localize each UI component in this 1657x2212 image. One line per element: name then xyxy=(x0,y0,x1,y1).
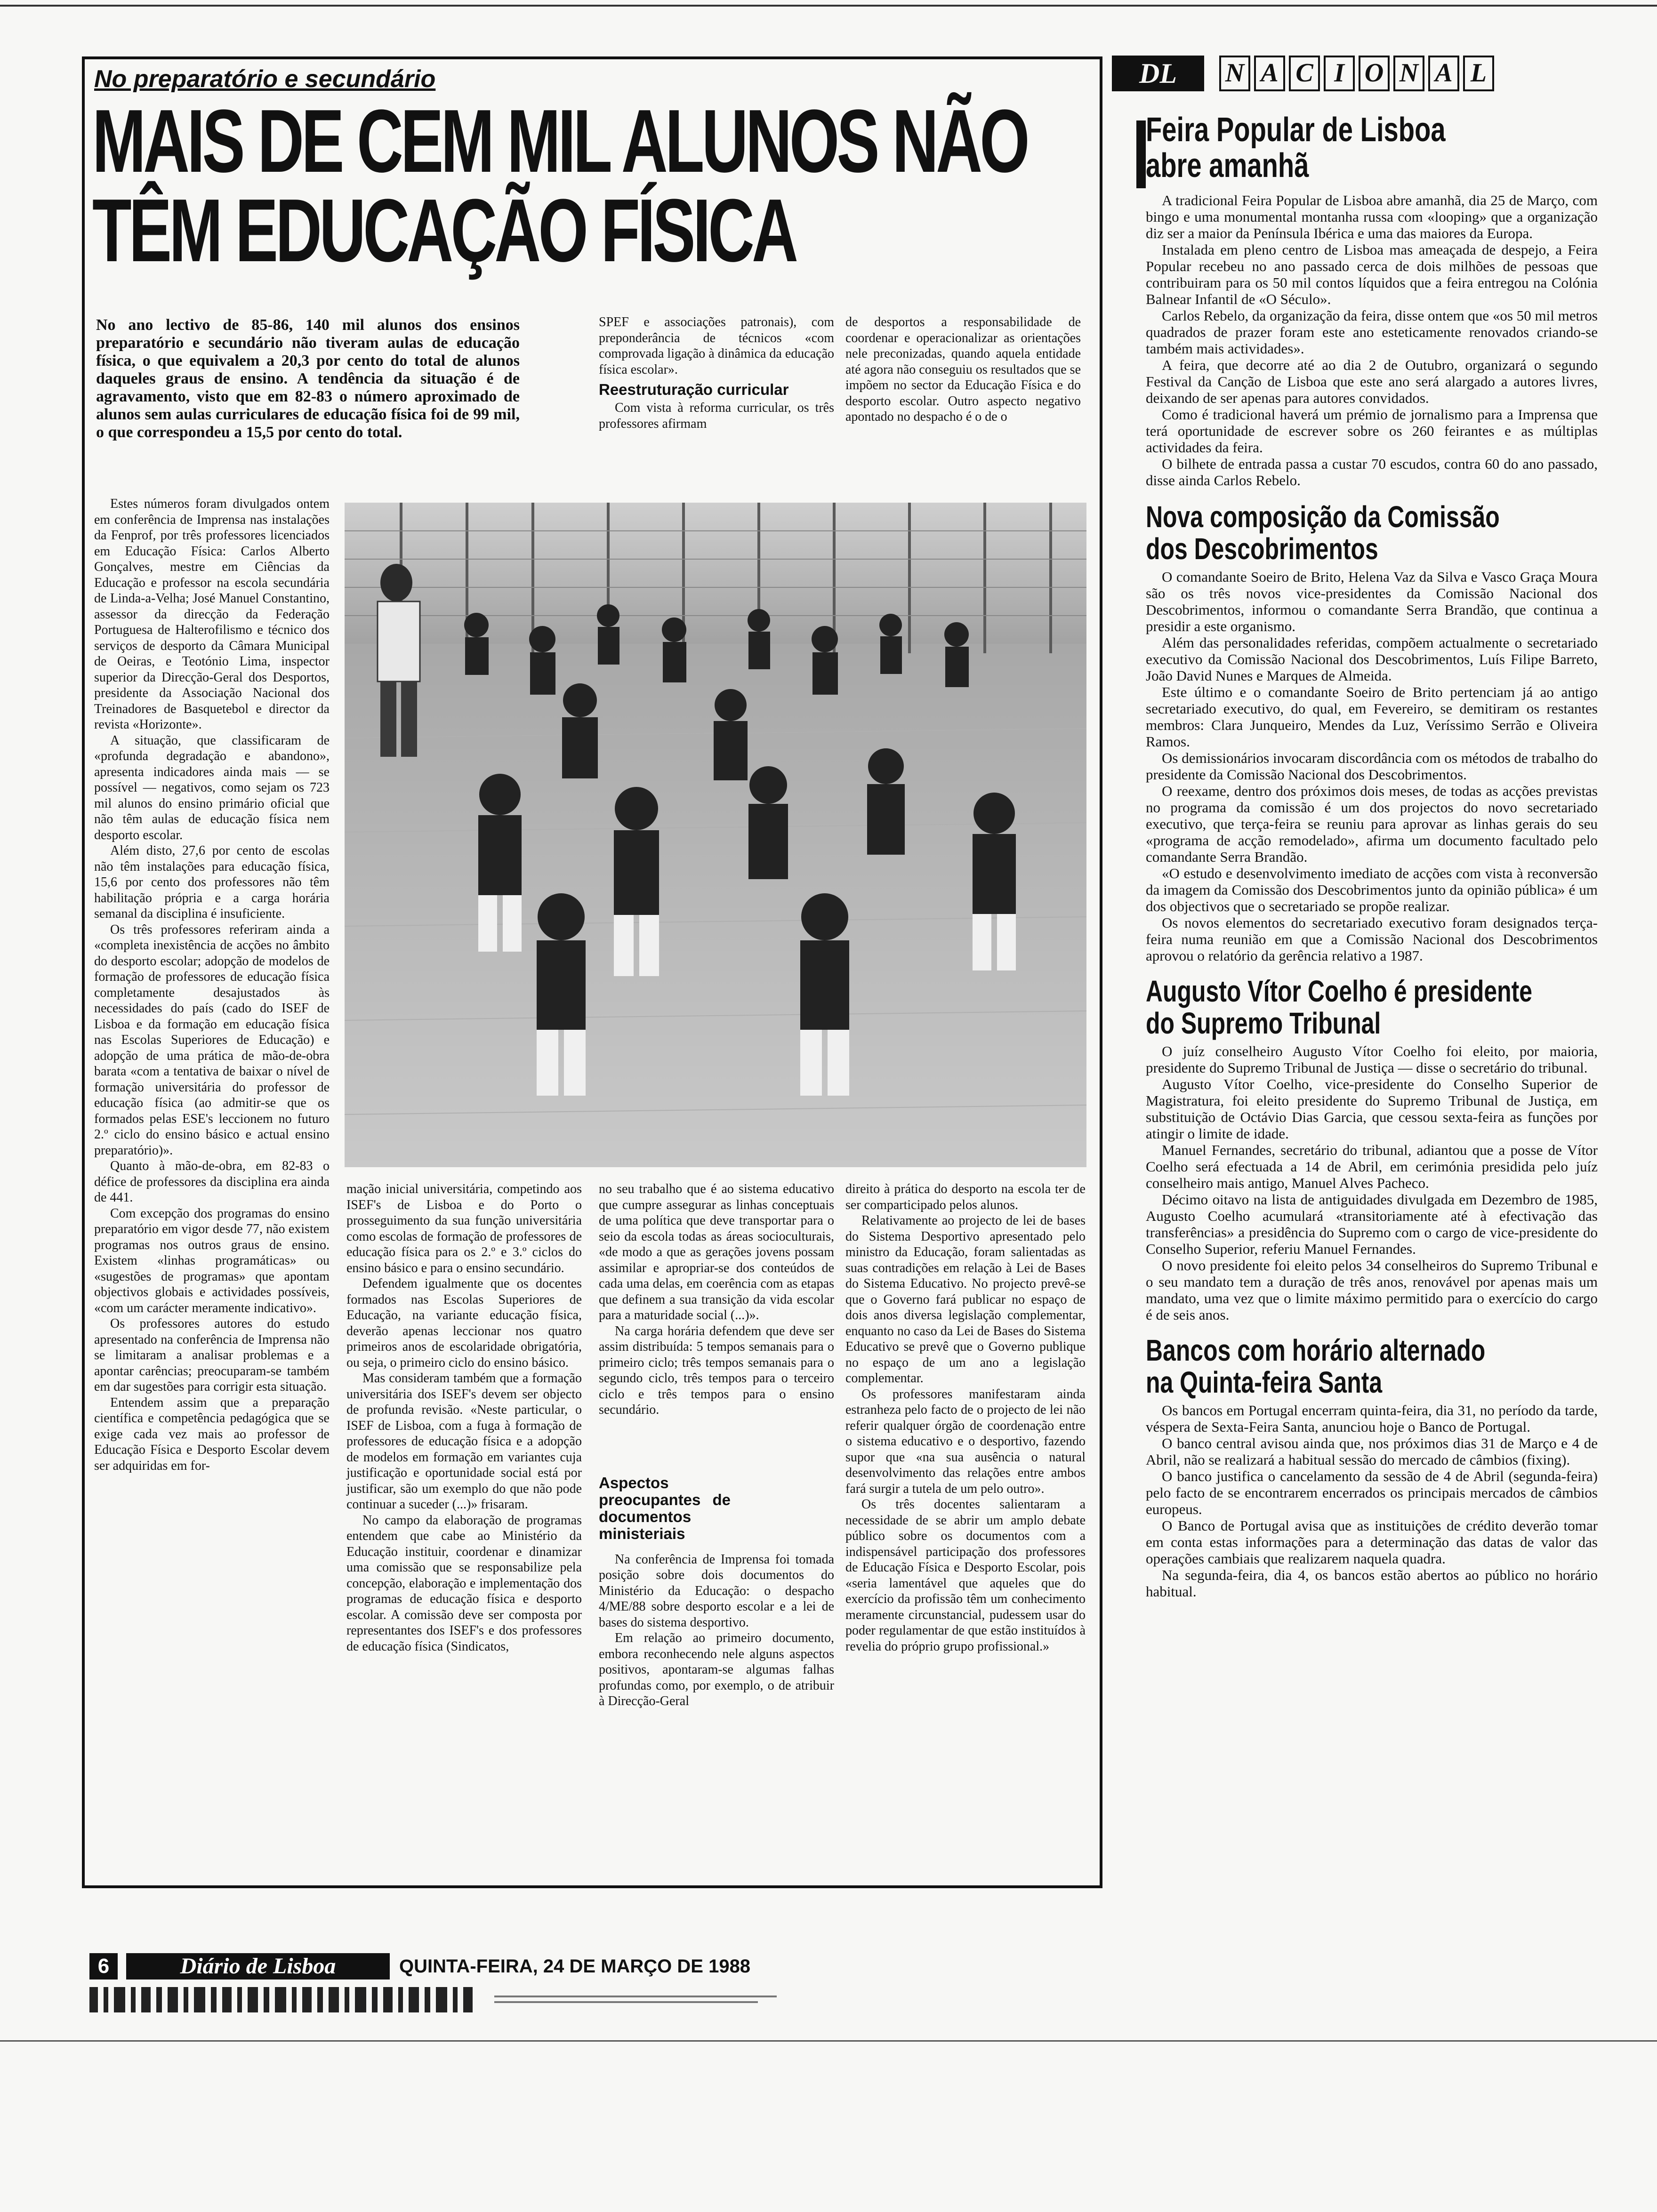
issue-date: QUINTA-FEIRA, 24 DE MARÇO DE 1988 xyxy=(399,1956,751,1977)
section-letter: O xyxy=(1359,56,1390,91)
paragraph: O banco justifica o cancelamento da sessão de 4 de Abril (segunda-feira) pelo facto de se encontrarem encerrados os principais mercados de câmbios europeus. xyxy=(1146,1468,1598,1517)
article-title: Feira Popular de Lisboa xyxy=(1146,111,1446,149)
decorative-band-graphic xyxy=(89,1987,786,2012)
paragraph: Com excepção dos programas do ensino preparatório em vigor desde 77, não existem programas nos outros graus de ensino. Existem «linhas programáticas» ou «sugestões de programas» que apontam objectivos globais e actividades possíveis, «com um carácter meramente indicativo». xyxy=(94,1206,330,1315)
article-supremo-tribunal xyxy=(1146,975,1598,1323)
section-logo xyxy=(1112,56,1204,91)
paragraph: O juíz conselheiro Augusto Vítor Coelho foi eleito, por maioria, presidente do Supremo Tribunal de Justiça — disse o secretário do tribunal. xyxy=(1146,1043,1598,1076)
bottom-column-2 xyxy=(346,1181,582,1654)
paragraph: No campo da elaboração de programas entendem que cabe ao Ministério da Educação instituir, coordenar e dinamizar uma comissão que se responsabilize pela concepção, elaboração e implementação dos programas de educação física e desporto escolar. A comissão deve ser composta por representantes dos ISEF's e dos professores de educação física (Sindicatos, xyxy=(346,1513,582,1654)
paragraph: Quanto à mão-de-obra, em 82-83 o défice de professores da disciplina era ainda de 441. xyxy=(94,1159,330,1205)
section-letter: C xyxy=(1289,56,1320,91)
article-title: do Supremo Tribunal xyxy=(1146,1006,1381,1040)
paragraph: A tradicional Feira Popular de Lisboa abre amanhã, dia 25 de Março, com bingo e uma monumental montanha russa com «looping» que a organização diz ser a maior da Península Ibérica e uma das maiores da Europa. xyxy=(1146,192,1598,241)
paragraph: Os três docentes salientaram a necessidade de se abrir um amplo debate público sobre os documentos com a indispensável participação dos professores de Educação Física e Desporto Escolar, pois «seria lamentável que aqueles que do exercício da profissão têm um conhecimento meramente circunstancial, pudessem usar do poder regulamentar de que estão instituídos à revelia do próprio grupo profissional.» xyxy=(845,1497,1086,1654)
paragraph: O reexame, dentro dos próximos dois meses, de todas as acções previstas no programa da comissão é um dos projectos do novo secretariado executivo, que terça-feira se reuniu para aprovar as linhas gerais do seu «programa de acção remodelado», afirma um documento facultado pelo comandante Serra Brandão. xyxy=(1146,783,1598,865)
paragraph: no seu trabalho que é ao sistema educativo que cumpre assegurar as linhas conceptuais de uma política que deve transportar para o seio da escola todas as áreas socioculturais, «de modo a que as gerações jovens possam assimilar e apropriar-se dos conteúdos de cada uma delas, em coerência com as etapas que definem a sua transição da vida escolar para a maturidade social (...)». xyxy=(599,1182,834,1322)
article-title: Bancos com horário alternado xyxy=(1146,1333,1486,1367)
paragraph: direito à prática do desporto na escola ter de ser comparticipado pelos alunos. xyxy=(845,1182,1086,1212)
section-letter: L xyxy=(1463,56,1494,91)
paragraph: A feira, que decorre até ao dia 2 de Outubro, organizará o segundo Festival da Canção de Lisboa que este ano será alargado a autores livres, deixando de ser apenas para autores convidados. xyxy=(1146,357,1598,406)
article-title: na Quinta-feira Santa xyxy=(1146,1365,1383,1399)
article-title: Augusto Vítor Coelho é presidente xyxy=(1146,974,1532,1008)
article-headline xyxy=(92,91,1027,281)
article-feira-popular xyxy=(1146,112,1598,489)
paragraph: mação inicial universitária, competindo aos ISEF's de Lisboa e do Porto o prosseguimento da sua função universitária como escolas de formação de professores de educação física para os 2.º e 3.º ciclos do ensino básico e para o ensino secundário. xyxy=(346,1182,582,1275)
top-column-3 xyxy=(845,314,1081,425)
paragraph: Em relação ao primeiro documento, embora reconhecendo nele alguns aspectos positivos, apontaram-se algumas falhas profundas como, por exemplo, o de atribuir à Direcção-Geral xyxy=(599,1631,834,1708)
paragraph: O bilhete de entrada passa a custar 70 escudos, contra 60 do ano passado, disse ainda Carlos Rebelo. xyxy=(1146,456,1598,489)
paragraph: Além das personalidades referidas, compõem actualmente o secretariado executivo da Comissão Nacional dos Descobrimentos, Luís Filipe Barreto, João David Nunes e Marques de Almeida. xyxy=(1146,634,1598,684)
paragraph: Defendem igualmente que os docentes formados nas Escolas Superiores de Educação, na variante educação física, deverão apenas leccionar nos quatro primeiros anos de escolaridade obrigatória, ou seja, o primeiro ciclo do ensino básico. xyxy=(346,1276,582,1370)
top-column-2 xyxy=(599,314,834,432)
paragraph: Carlos Rebelo, da organização da feira, disse ontem que «os 50 mil metros quadrados de prazer foram este ano esteticamente renovados criando-se também mais actividades». xyxy=(1146,307,1598,357)
subheading-reestruturacao: Reestruturação curricular xyxy=(599,381,789,398)
section-letter: A xyxy=(1428,56,1459,91)
paragraph: Estes números foram divulgados ontem em conferência de Imprensa nas instalações da Fenprof, por três professores licenciados em Educação Física: Carlos Alberto Gonçalves, mestre em Ciências da Educação e professor na escola secundária de Linda-a-Velha; José Manuel Constantino, assessor da direcção da Federação Portuguesa de Halterofilismo e técnico dos serviços de desporto da Câmara Municipal de Oeiras, e Teotónio Lima, inspector superior da Direcção-Geral dos Desportos, presidente da Associação Nacional dos Treinadores de Basquetebol e director da revista «Horizonte». xyxy=(94,497,330,732)
paragraph: de desportos a responsabilidade de coordenar e operacionalizar as orientações nele preconizadas, quando aquela entidade até agora não conseguiu os resultados que se impõem no sector da Educação Física e do desporto escolar. Outro aspecto negativo apontado no despacho é o de o xyxy=(845,315,1081,424)
right-vertical-bar xyxy=(1136,120,1146,188)
paragraph: Na conferência de Imprensa foi tomada posição sobre dois documentos do Ministério da Educação: o despacho 4/ME/88 sobre desporto escolar e a lei de bases do sistema desportivo. xyxy=(599,1552,834,1630)
paragraph: Instalada em pleno centro de Lisboa mas ameaçada de despejo, a Feira Popular recebeu no ano passado cerca de dois milhões de pessoas que contribuiram para os 50 mil contos líquidos que a feira entregou na Colónia Balnear Infantil de «O Século». xyxy=(1146,241,1598,307)
paragraph: SPEF e associações patronais), com preponderância de técnicos «com comprovada ligação à dinâmica da educação física escolar». xyxy=(599,315,834,377)
paragraph: Os demissionários invocaram discordância com os métodos de trabalho do presidente da Comissão Nacional dos Descobrimentos. xyxy=(1146,750,1598,783)
paragraph: Como é tradicional haverá um prémio de jornalismo para a Imprensa que terá oportunidade de escrever sobre os 260 feirantes e as múltiplas actividades da feira. xyxy=(1146,406,1598,456)
paragraph: O comandante Soeiro de Brito, Helena Vaz da Silva e Vasco Graça Moura são os três novos vice-presidentes da Comissão Nacional dos Descobrimentos, informou o comandante Serra Brandão, que continua a presidir a este organismo. xyxy=(1146,569,1598,634)
page-number: 6 xyxy=(89,1953,118,1980)
page-footer xyxy=(89,1953,750,1984)
section-letter: N xyxy=(1393,56,1424,91)
paragraph: Os professores manifestaram ainda estranheza pelo facto de o projecto de lei não referir qualquer órgão de coordenação entre o sistema educativo e o desportivo, fazendo supor que «na sua ausência o natural desenvolvimento das relações entre ambos fará surgir a tutela de um pelo outro». xyxy=(845,1387,1086,1496)
section-header xyxy=(1112,56,1583,98)
paragraph: Augusto Vítor Coelho, vice-presidente do Conselho Superior de Magistratura, foi eleito presidente do Supremo Tribunal de Justiça, em substituição de Octávio Dias Garcia, que cessou sexta-feira as funções por atingir o limite de idade. xyxy=(1146,1076,1598,1142)
article-kicker: No preparatório e secundário xyxy=(94,65,436,93)
paragraph: O Banco de Portugal avisa que as instituições de crédito deverão tomar em conta estas informações para a determinação das datas de valor das operações cambiais que realizarem naquela quadra. xyxy=(1146,1517,1598,1567)
article-title: Nova composição da Comissão xyxy=(1146,500,1500,534)
paragraph: Manuel Fernandes, secretário do tribunal, adiantou que a posse de Vítor Coelho será efectuada a 14 de Abril, em cerimónia presidida pelo juíz conselheiro mais antigo, Manuel Alves Pacheco. xyxy=(1146,1142,1598,1191)
paragraph: O novo presidente foi eleito pelos 34 conselheiros do Supremo Tribunal e o seu mandato tem a duração de três anos, renovável por apenas mais um mandato, uma vez que o limite máximo permitido para o exercício do cargo é de seis anos. xyxy=(1146,1257,1598,1323)
paragraph: Mas consideram também que a formação universitária dos ISEF's devem ser objecto de profunda revisão. «Neste particular, o ISEF de Lisboa, com a fuga à formação de professores de educação física e a adopção de modelos em formação em variantes cuja justificação e oportunidade social está por justificar, são um exemplo do que não pode continuar a suceder (...)» frisaram. xyxy=(346,1371,582,1512)
paragraph: Os bancos em Portugal encerram quinta-feira, dia 31, no período da tarde, véspera de Sexta-Feira Santa, anunciou hoje o Banco de Portugal. xyxy=(1146,1402,1598,1435)
bottom-rule xyxy=(0,2040,1657,2042)
left-column xyxy=(94,496,330,1474)
top-rule xyxy=(0,5,1657,7)
paragraph: Entendem assim que a preparação científica e competência pedagógica que se exige cada vez mais ao professor de Educação Física e Desporto Escolar devem ser adquiridas em for- xyxy=(94,1395,330,1473)
paragraph: Décimo oitavo na lista de antiguidades divulgada em Dezembro de 1985, Augusto Coelho acumulará «transitoriamente até à efectivação das transferências» a presidência do Supremo com o cargo de vice-presidente do Conselho Superior, referiu Manuel Fernandes. xyxy=(1146,1191,1598,1257)
article-title: abre amanhã xyxy=(1146,147,1309,184)
photo-image xyxy=(345,503,1086,1167)
article-bancos xyxy=(1146,1334,1598,1600)
headline-line-2: TÊM EDUCAÇÃO FÍSICA xyxy=(92,181,796,281)
section-logo-text: DL xyxy=(1139,58,1177,89)
section-letter: A xyxy=(1254,56,1285,91)
paragraph: «O estudo e desenvolvimento imediato de acções com vista à reconversão da imagem da Comissão dos Descobrimentos junto da opinião pública» é um dos objectivos que o secretariado se propõe realizar. xyxy=(1146,865,1598,914)
masthead: Diário de Lisboa xyxy=(126,1953,390,1980)
headline-line-1: MAIS DE CEM MIL ALUNOS NÃO xyxy=(92,91,1027,191)
paragraph: Este último e o comandante Soeiro de Brito pertenciam já ao antigo secretariado executivo, do qual, em Fevereiro, se demitiram os restantes membros: Clara Junqueiro, Mendes da Luz, Veríssimo Serrão e Oliveira Ramos. xyxy=(1146,684,1598,750)
paragraph: O banco central avisou ainda que, nos próximos dias 31 de Março e 4 de Abril, não se realizará a habitual sessão do mercado de câmbios (fixing). xyxy=(1146,1435,1598,1468)
article-lead: No ano lectivo de 85-86, 140 mil alunos dos ensinos preparatório e secundário não tiveram aulas de educação física, o que equivalem a 20,3 por cento do total de alunos daqueles graus de ensino. A tendência da situação é de agravamento, visto que em 82-83 o número aproximado de alunos sem aulas curriculares de educação física foi de 99 mil, o que correspondeu a 15,5 por cento do total. xyxy=(96,316,520,441)
photo-children-gym-class xyxy=(345,503,1086,1167)
paragraph: Além disto, 27,6 por cento de escolas não têm instalações para educação física, 15,6 por cento dos professores não têm habilitação própria e a carga horária semanal da disciplina é insuficiente. xyxy=(94,843,330,921)
article-title: dos Descobrimentos xyxy=(1146,532,1378,566)
article-comissao-descobrimentos xyxy=(1146,501,1598,964)
bottom-column-4 xyxy=(845,1181,1086,1654)
paragraph: Relativamente ao projecto de lei de bases do Sistema Desportivo apresentado pelo ministro da Educação, foram salientadas as suas contradições em relação à Lei de Bases do Sistema Educativo. No projecto prevê-se que o Governo fará publicar no espaço de dois anos diversa legislação complementar, enquanto no caso da Lei de Bases do Sistema Educativo se prevê que o Governo publique no espaço de um ano a legislação complementar. xyxy=(845,1213,1086,1386)
paragraph: Os professores autores do estudo apresentado na conferência de Imprensa não se limitaram a analisar problemas e a apontar carências; preocuparam-se também em dar sugestões para corrigir esta situação. xyxy=(94,1316,330,1394)
paragraph: A situação, que classificaram de «profunda degradação e abandono», apresenta indicadores ainda mais — se possível — negativos, como sejam os 723 mil alunos do ensino primário oficial que não têm aulas de educação física nem desporto escolar. xyxy=(94,733,330,842)
paragraph: Os novos elementos do secretariado executivo foram designados terça-feira numa reunião em que a Comissão Nacional dos Descobrimentos aprovou o relatório da gerência relativo a 1987. xyxy=(1146,914,1598,964)
section-letter: N xyxy=(1219,56,1250,91)
paragraph: Os três professores referiram ainda a «completa inexistência de acções no âmbito do desporto escolar; adopção de modelos de formação de professores de educação física completamente desajustados às necessidades do país (cado do ISEF de Lisboa e da formação em educação física nas Escolas Superiores de Educação) e adopção de uma prática de mão-de-obra barata «com a tentativa de baixar o nível de formação universitária do professor de educação física (ao admitir-se que os formados pelas ESE's leccionem no futuro 2.º ciclo do ensino básico e actual ensino preparatório)». xyxy=(94,922,330,1158)
footer-decorative-band xyxy=(89,1987,786,2012)
right-news-column xyxy=(1146,112,1598,1600)
bottom-column-3 xyxy=(599,1181,834,1709)
paragraph: Com vista à reforma curricular, os três professores afirmam xyxy=(599,401,834,431)
section-letter: I xyxy=(1324,56,1355,91)
paragraph: Na carga horária defendem que deve ser assim distribuída: 5 tempos semanais para o primeiro ciclo; três tempos semanais para o segundo ciclo, três tempos para o terceiro ciclo e três tempos para o ensino secundário. xyxy=(599,1323,834,1417)
paragraph: Na segunda-feira, dia 4, os bancos estão abertos ao público no horário habitual. xyxy=(1146,1567,1598,1600)
subheading-aspectos: Aspectos preocupantes de documentos ministeriais xyxy=(599,1474,731,1542)
